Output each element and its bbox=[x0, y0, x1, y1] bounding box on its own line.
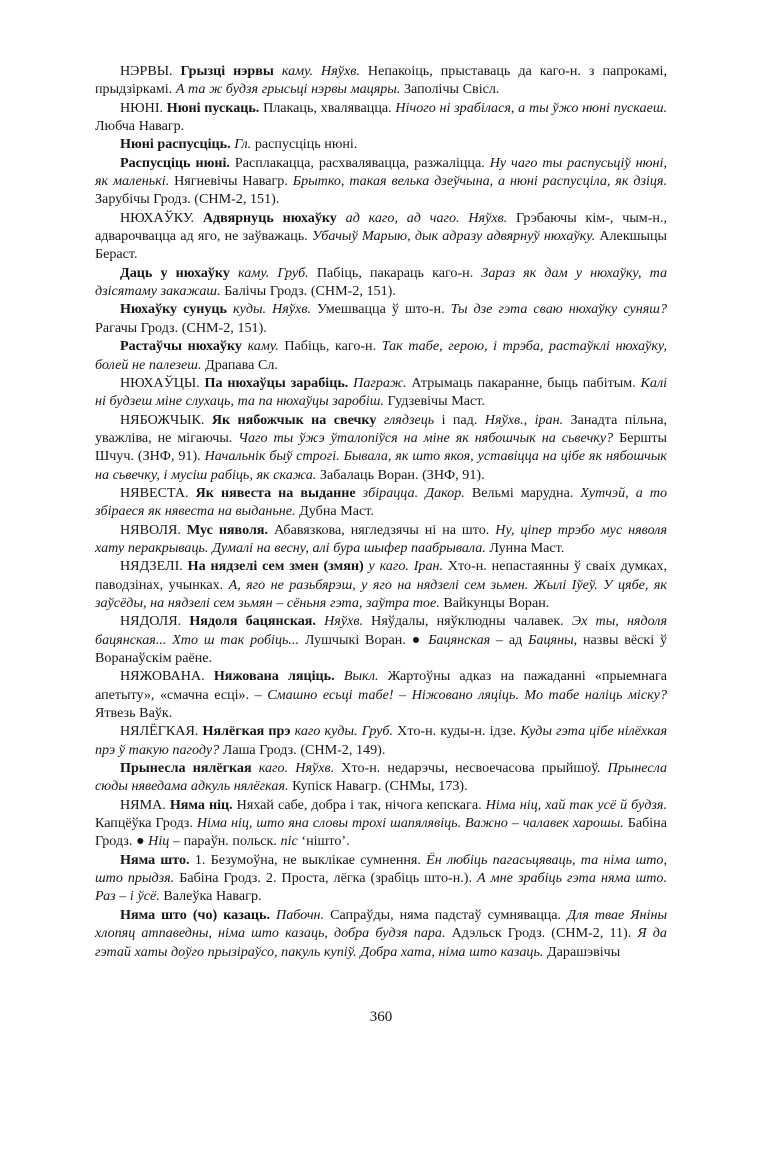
dictionary-entry: Нюні распусціць. Гл. распусціць нюні. bbox=[120, 136, 358, 153]
dictionary-entry: Даць у нюхаўку каму. Груб. Пабіць, пакараць каго-н. Зараз як дам у нюхаўку, та дзісятаму закажаш. Балічы Гродз. (СНМ-2, 151). bbox=[95, 264, 668, 300]
dictionary-entry: НЮХАЎКУ. Адвярнуць нюхаўку ад каго, ад чаго. Няўхв. Грэбаючы кім-, чым-н., адварочвацца ад яго, не заўважаць. Убачыў Марыю, дык адразу адвярнуў нюхаўку. Алекшыцы Бераст. bbox=[95, 209, 667, 263]
page-content bbox=[95, 62, 668, 1025]
dictionary-entry: Прынесла нялёгкая каго. Няўхв. Хто-н. недарэчы, несвоечасова прыйшоў. Прынесла сюды няведама адкуль нялёгкая. Купіск Навагр. (СНМы, 173). bbox=[95, 760, 667, 795]
dictionary-entry: Няма што (чо) казаць. Пабочн. Сапраўды, няма падстаў сумнявацца. Для твае Яніны хлопяц атпаведны, німа што казаць, добра будзя пара. Адэльск Гродз. (СНМ-2, 11). Я да гэтай хаты доўго прызіраўсо, пакуль купіў. Добра хата, німа што казаць. Дарашэвічы bbox=[95, 906, 667, 960]
dictionary-entry: Няма што. 1. Безумоўна, не выклікае сумнення. Ён любіць пагасьцяваць, та німа што, што прыдзя. Бабіна Гродз. 2. Проста, лёгка (зрабіць што-н.). А мне зрабіць гэта няма што. Раз – і ўсё. Валеўка Навагр. bbox=[95, 851, 668, 905]
dictionary-entry: Растаўчы нюхаўку каму. Пабіць, каго-н. Так табе, герою, і трэба, растаўклі нюхаўку, болей не палезеш. Драпава Сл. bbox=[95, 338, 667, 373]
dictionary-entry: НЮНІ. Нюні пускаць. Плакаць, хвалявацца. Нічого ні зрабілася, а ты ўжо нюні пускаеш. Любча Навагр. bbox=[95, 99, 668, 135]
dictionary-entry: Нюхаўку сунуць куды. Няўхв. Умешвацца ў што-н. Ты дзе гэта сваю нюхаўку суняш? Рагачы Гродз. (СНМ-2, 151). bbox=[95, 301, 667, 336]
page-number: 360 bbox=[369, 1009, 393, 1025]
dictionary-entry: НЭРВЫ. Грызці нэрвы каму. Няўхв. Непакоіць, прыставаць да каго-н. з папрокамі, прыдзіркамі. А та ж будзя грысьці нэрвы мацяры. Заполічы Свісл. bbox=[95, 63, 667, 98]
dictionary-entry: НЯЛЁГКАЯ. Нялёгкая прэ каго куды. Груб. Хто-н. куды-н. ідзе. Куды гэта цібе нілёхкая прэ ў такую пагоду? Лаша Гродз. (СНМ-2, 149). bbox=[95, 723, 668, 758]
dictionary-entry: НЯБОЖЧЫК. Як нябожчык на свечку глядзець і пад. Няўхв., іран. Занадта пільна, уважліва, не мігаючы. Чаго ты ўжэ ўталопіўся на міне як нябошчык на сьвечку? Бершты Шчуч. (ЗНФ, 91). Начальнік быў строгі. Бывала, як што якоя, уставіцца на цібе як нябошчык на сьвечку, і мусіш рабіць, як скажа. Забалаць Воран. (ЗНФ, 91). bbox=[95, 411, 668, 483]
dictionary-entry: НЯДЗЕЛІ. На нядзелі сем змен (змян) у каго. Іран. Хто-н. непастаянны ў сваіх думках, паводзінах, учынках. А, яго не разьбярэш, у яго на нядзелі сем зьмен. Жылі Іўеў. У цябе, як заўсёды, на нядзелі сем зьмян – сёньня гэта, заўтра тое. Вайкунцы Воран. bbox=[95, 558, 667, 611]
dictionary-entry: Распусціць нюні. Расплакацца, расхвалявацца, разжаліцца. Ну чаго ты распусьціў нюні, як маленькі. Нягневічы Навагр. Брытко, такая велька дзеўчына, а нюні распусціла, як дзіця. Зарубічы Гродз. (СНМ-2, 151). bbox=[95, 154, 667, 208]
dictionary-entry: НЯМА. Няма ніц. Няхай сабе, добра і так, нічога кепскага. Німа ніц, хай так усё й будзя. Капцёўка Гродз. Німа ніц, што яна словы трохі шапялявіць. Важно – чалавек харошы. Бабіна Гродз. ● Ніц – параўн. польск. nic ‘нішто’. bbox=[95, 796, 667, 850]
dictionary-entry: НЯВОЛЯ. Мус няволя. Абавязкова, нягледзячы ні на што. Ну, ціпер трэбо мус няволя хату перакрываць. Думалі на весну, алі бура шыфер паабрывала. Лунна Маст. bbox=[95, 521, 668, 556]
entry-list bbox=[95, 62, 667, 961]
dictionary-entry: НЯЖОВАНА. Няжована ляціць. Выкл. Жартоўны адказ на пажаданні «прыемнага апетыту», «смачна есці». – Смашно есьці табе! – Ніжовано ляціць. Мо табе наліць міску? Ятвезь Ваўк. bbox=[95, 668, 668, 722]
dictionary-entry: НЯДОЛЯ. Нядоля бацянская. Няўхв. Няўдалы, няўклюдны чалавек. Эх ты, нядоля бацянская... Хто ш так робіць... Лушчыкі Воран. ● Бацянская – ад Бацяны, назвы вёскі ў Воранаўскім раёне. bbox=[95, 613, 668, 666]
dictionary-entry: НЯВЕСТА. Як нявеста на выданне збірацца. Дакор. Вельмі марудна. Хутчэй, а то збіраеся як нявеста на выданьне. Дубна Маст. bbox=[95, 484, 667, 520]
dictionary-entry: НЮХАЎЦЫ. Па нюхаўцы зарабіць. Паграж. Атрымаць пакаранне, быць пабітым. Калі ні будзеш міне слухаць, та па нюхаўцы заробіш. Гудзевічы Маст. bbox=[95, 374, 668, 410]
